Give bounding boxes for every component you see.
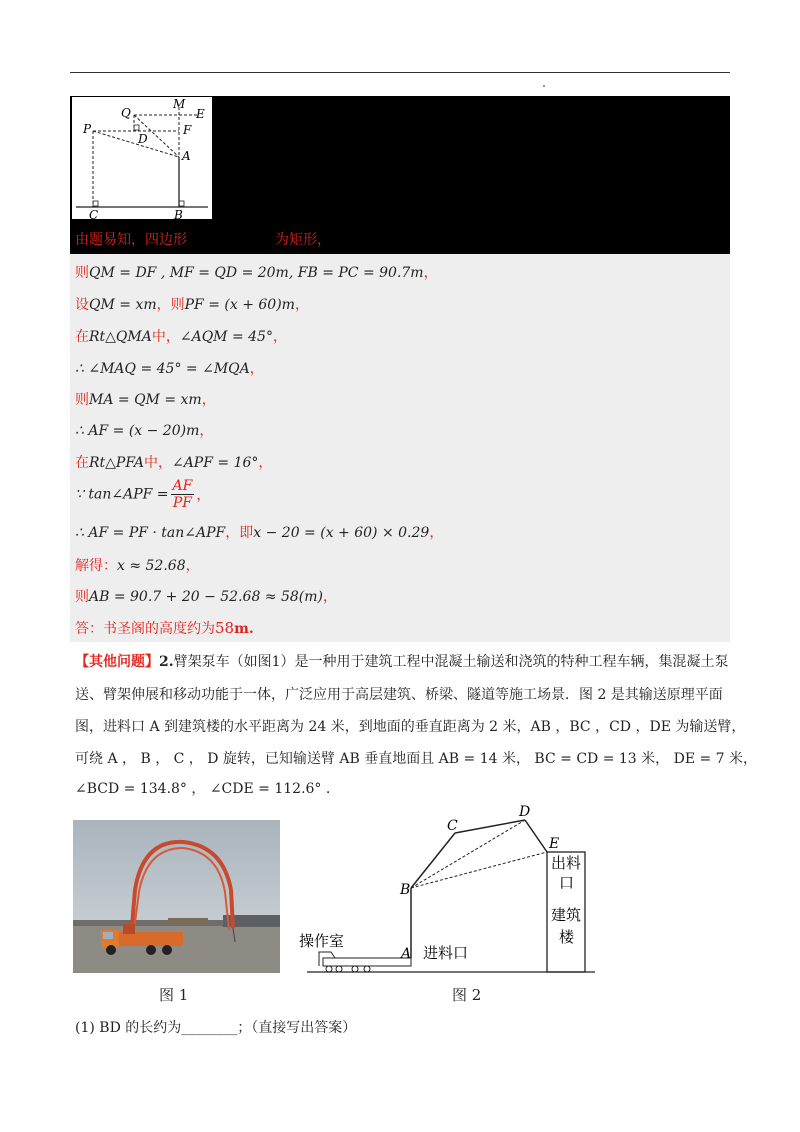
label-C2: C (447, 818, 458, 834)
pump-diagram (295, 800, 605, 980)
label-D: D (138, 132, 148, 146)
header-rule (70, 72, 730, 73)
solution-line-10: ∴ AF = PF · tan∠APF，即x − 20 = (x + 60) × 0.29， (75, 525, 444, 541)
building-label-1: 建筑 (551, 906, 582, 924)
solution-line-2: 则QM = DF , MF = QD = 20m, FB = PC = 90.7m， (75, 265, 438, 281)
label-B2: B (400, 882, 411, 898)
solution-line-7: ∴ AF = (x − 20)m， (75, 423, 214, 439)
problem-line-1: 【其他问题】2.臂架泵车（如图1）是一种用于建筑工程中混凝土输送和浇筑的特种工程车辆，集混凝土泵 (75, 654, 729, 670)
label-E: E (196, 107, 205, 121)
label-M: M (173, 97, 186, 111)
pump-truck-photo (73, 820, 280, 973)
solution-line-5: ∴ ∠MAQ = 45° = ∠MQA， (75, 361, 264, 377)
figure-2-caption: 图 2 (452, 986, 482, 1004)
solution-line-9: ∵ tan∠APF = $\frac{AF}{PF}$ ， (75, 478, 211, 511)
building-label-2: 楼 (559, 928, 575, 946)
problem-line-2: 送、臂架伸展和移动功能于一体，广泛应用于高层建筑、桥梁、隧道等施工场景．图 2 是其输送原理平面 (75, 687, 723, 703)
label-P: P (83, 122, 92, 136)
label-E2: E (549, 836, 560, 852)
label-Q: Q (121, 106, 131, 120)
solution-answer: 答：书圣阁的高度约为58m. (75, 619, 254, 637)
solution-line-1: 由题易知，四边形 为矩形， (75, 232, 331, 248)
solution-line-3: 设QM = xm，则PF = (x + 60)m， (75, 297, 309, 313)
label-B: B (174, 208, 183, 219)
cab-label: 操作室 (299, 932, 345, 950)
geometry-figure (72, 97, 212, 219)
outlet-label-1: 出料 (551, 854, 582, 872)
solution-line-11: 解得：x ≈ 52.68， (75, 558, 200, 574)
problem-line-5: ∠BCD = 134.8° ， ∠CDE = 112.6° . (75, 781, 331, 797)
problem-line-3: 图，进料口 A 到建筑楼的水平距离为 24 米，到地面的垂直距离为 2 米，AB ，BC ，CD ，DE 为输送臂， (75, 719, 746, 735)
label-F: F (183, 123, 192, 137)
problem-line-4: 可绕 A ， B ， C ， D 旋转，已知输送臂 AB 垂直地面且 AB = 14 米， BC = CD = 13 米， DE = 7 米， (75, 751, 758, 767)
stray-dot (543, 85, 545, 87)
label-A: A (182, 149, 191, 163)
outlet-label-2: 口 (559, 874, 575, 892)
question-1: (1) BD 的长约为________；（直接写出答案） (75, 1020, 357, 1036)
solution-line-8: 在Rt△PFA中，∠APF = 16°， (75, 455, 273, 471)
label-A2: A (401, 946, 412, 962)
solution-line-12: 则AB = 90.7 + 20 − 52.68 ≈ 58(m)， (75, 589, 338, 605)
label-C: C (89, 208, 99, 219)
figure-1-caption: 图 1 (159, 986, 189, 1004)
inlet-label: 进料口 (423, 944, 469, 962)
solution-line-6: 则MA = QM = xm， (75, 392, 216, 408)
fraction-af-pf: $\frac{AF}{PF}$ (172, 478, 193, 511)
label-D2: D (519, 804, 531, 820)
solution-line-4: 在Rt△QMA中，∠AQM = 45°， (75, 329, 287, 345)
